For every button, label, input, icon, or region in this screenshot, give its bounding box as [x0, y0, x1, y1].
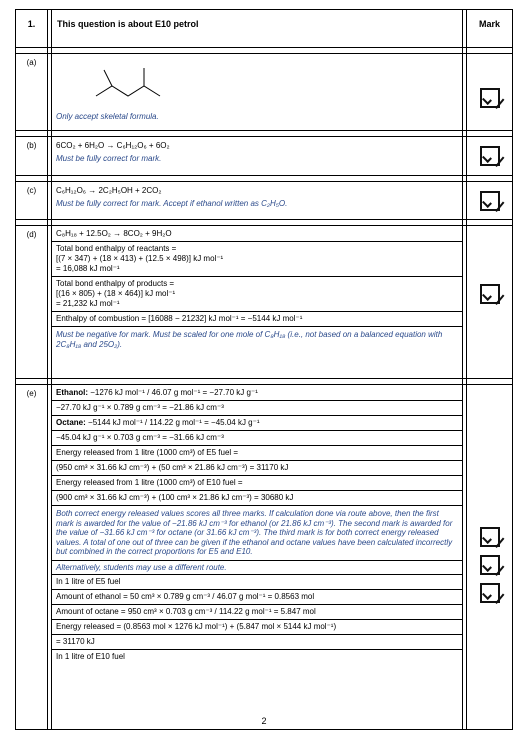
part-b-label: (b) — [16, 137, 48, 176]
energy-released-result: = 31170 kJ — [52, 634, 462, 647]
checkbox-ticked-icon — [480, 191, 500, 211]
part-c-note: Must be fully correct for mark. Accept if ethanol written as C₂H₅O. — [56, 199, 288, 208]
part-b-row — [16, 137, 513, 176]
alternative-route-note: Alternatively, students may use a different route. — [52, 560, 462, 573]
part-c-equation: C₆H₁₂O₆ → 2C₂H₅OH + 2CO₂ — [56, 186, 162, 195]
skeletal-formula-diagram — [90, 62, 180, 106]
part-e-label: (e) — [16, 385, 48, 730]
question-number: 1. — [16, 10, 48, 48]
ethanol-density-line: −27.70 kJ g⁻¹ × 0.789 g cm⁻³ = −21.86 kJ cm⁻³ — [52, 400, 462, 413]
octane-label: Octane: — [56, 418, 86, 427]
e10-energy-calc: (900 cm³ × 31.66 kJ cm⁻³) + (100 cm³ × 21.86 kJ cm⁻³) = 30680 kJ — [52, 490, 462, 503]
checkbox-ticked-icon — [480, 555, 500, 575]
ethanol-line — [52, 388, 462, 398]
ethanol-amount: Amount of ethanol = 50 cm³ × 0.789 g cm⁻³ / 46.07 g mol⁻¹ = 0.8563 mol — [52, 589, 462, 602]
checkbox-ticked-icon — [480, 88, 500, 108]
part-d-note: Must be negative for mark. Must be scaled for one mole of C₈H₁₈ (i.e., not based on a balanced equation with 2C₈H₁₈ and 25O₂). — [52, 326, 462, 349]
part-d-equation: C₈H₁₈ + 12.5O₂ → 8CO₂ + 9H₂O — [56, 229, 172, 238]
reactants-heading: Total bond enthalpy of reactants = — [52, 241, 462, 254]
ethanol-calc: −1276 kJ mol⁻¹ / 46.07 g mol⁻¹ = −27.70 kJ g⁻¹ — [88, 388, 258, 397]
part-b-equation: 6CO₂ + 6H₂O → C₆H₁₂O₆ + 6O₂ — [56, 141, 170, 150]
reactants-calc: [(7 × 347) + (18 × 413) + (12.5 × 498)] kJ mol⁻¹ — [56, 254, 224, 263]
checkbox-ticked-icon — [480, 284, 500, 304]
part-c-row — [16, 182, 513, 220]
question-title: This question is about E10 petrol — [52, 10, 463, 48]
enthalpy-result: Enthalpy of combustion = [16088 − 21232] kJ mol⁻¹ = −5144 kJ mol⁻¹ — [52, 311, 462, 324]
e5-heading: In 1 litre of E5 fuel — [52, 574, 462, 587]
e10-heading: In 1 litre of E10 fuel — [52, 649, 462, 665]
octane-amount: Amount of octane = 950 cm³ × 0.703 g cm⁻³ / 114.22 g mol⁻¹ = 5.847 mol — [52, 604, 462, 617]
checkbox-ticked-icon — [480, 583, 500, 603]
part-d-label: (d) — [16, 226, 48, 379]
products-result: = 21,232 kJ mol⁻¹ — [56, 299, 120, 308]
checkbox-ticked-icon — [480, 527, 500, 547]
ethanol-label: Ethanol: — [56, 388, 88, 397]
part-e-row — [16, 385, 513, 730]
part-a-label: (a) — [16, 54, 48, 131]
part-a-note: Only accept skeletal formula. — [56, 112, 159, 121]
e5-energy-heading: Energy released from 1 litre (1000 cm³) of E5 fuel = — [52, 445, 462, 458]
energy-released-calc: Energy released = (0.8563 mol × 1276 kJ mol⁻¹) + (5.847 mol × 5144 kJ mol⁻¹) — [52, 619, 462, 632]
products-calc: [(16 × 805) + (18 × 464)] kJ mol⁻¹ — [56, 289, 176, 298]
reactants-result: = 16,088 kJ mol⁻¹ — [56, 264, 120, 273]
octane-line — [52, 415, 462, 428]
products-heading: Total bond enthalpy of products = — [52, 276, 462, 289]
e5-energy-calc: (950 cm³ × 31.66 kJ cm⁻³) + (50 cm³ × 21.86 kJ cm⁻³) = 31170 kJ — [52, 460, 462, 473]
part-d-row — [16, 226, 513, 379]
octane-density-line: −45.04 kJ g⁻¹ × 0.703 g cm⁻³ = −31.66 kJ cm⁻³ — [52, 430, 462, 443]
mark-scheme-table — [15, 9, 513, 730]
e10-energy-heading: Energy released from 1 litre (1000 cm³) of E10 fuel = — [52, 475, 462, 488]
page-number: 2 — [261, 716, 267, 726]
mark-header: Mark — [467, 10, 513, 48]
octane-calc: −5144 kJ mol⁻¹ / 114.22 g mol⁻¹ = −45.04 kJ g⁻¹ — [85, 418, 260, 427]
checkbox-ticked-icon — [480, 146, 500, 166]
header-row — [16, 10, 513, 48]
part-c-label: (c) — [16, 182, 48, 220]
part-a-row — [16, 54, 513, 131]
part-e-note: Both correct energy released values scores all three marks. If calculation done via route above, then the first mark is awarded for the value of −21.86 kJ cm⁻³ for ethanol (or 21.86 kJ cm⁻³). The second mark is awarded for the value of −31.66 kJ cm⁻³ for octane (or 31.66 kJ cm⁻³). The third mark is for both correct energy released values. A total of one out of three can be given if the ethanol and octane values have been calculated incorrectly but combined in the correct proportions for E5 and E10. — [52, 505, 462, 557]
part-a-answer — [52, 54, 463, 131]
part-b-note: Must be fully correct for mark. — [56, 154, 162, 163]
